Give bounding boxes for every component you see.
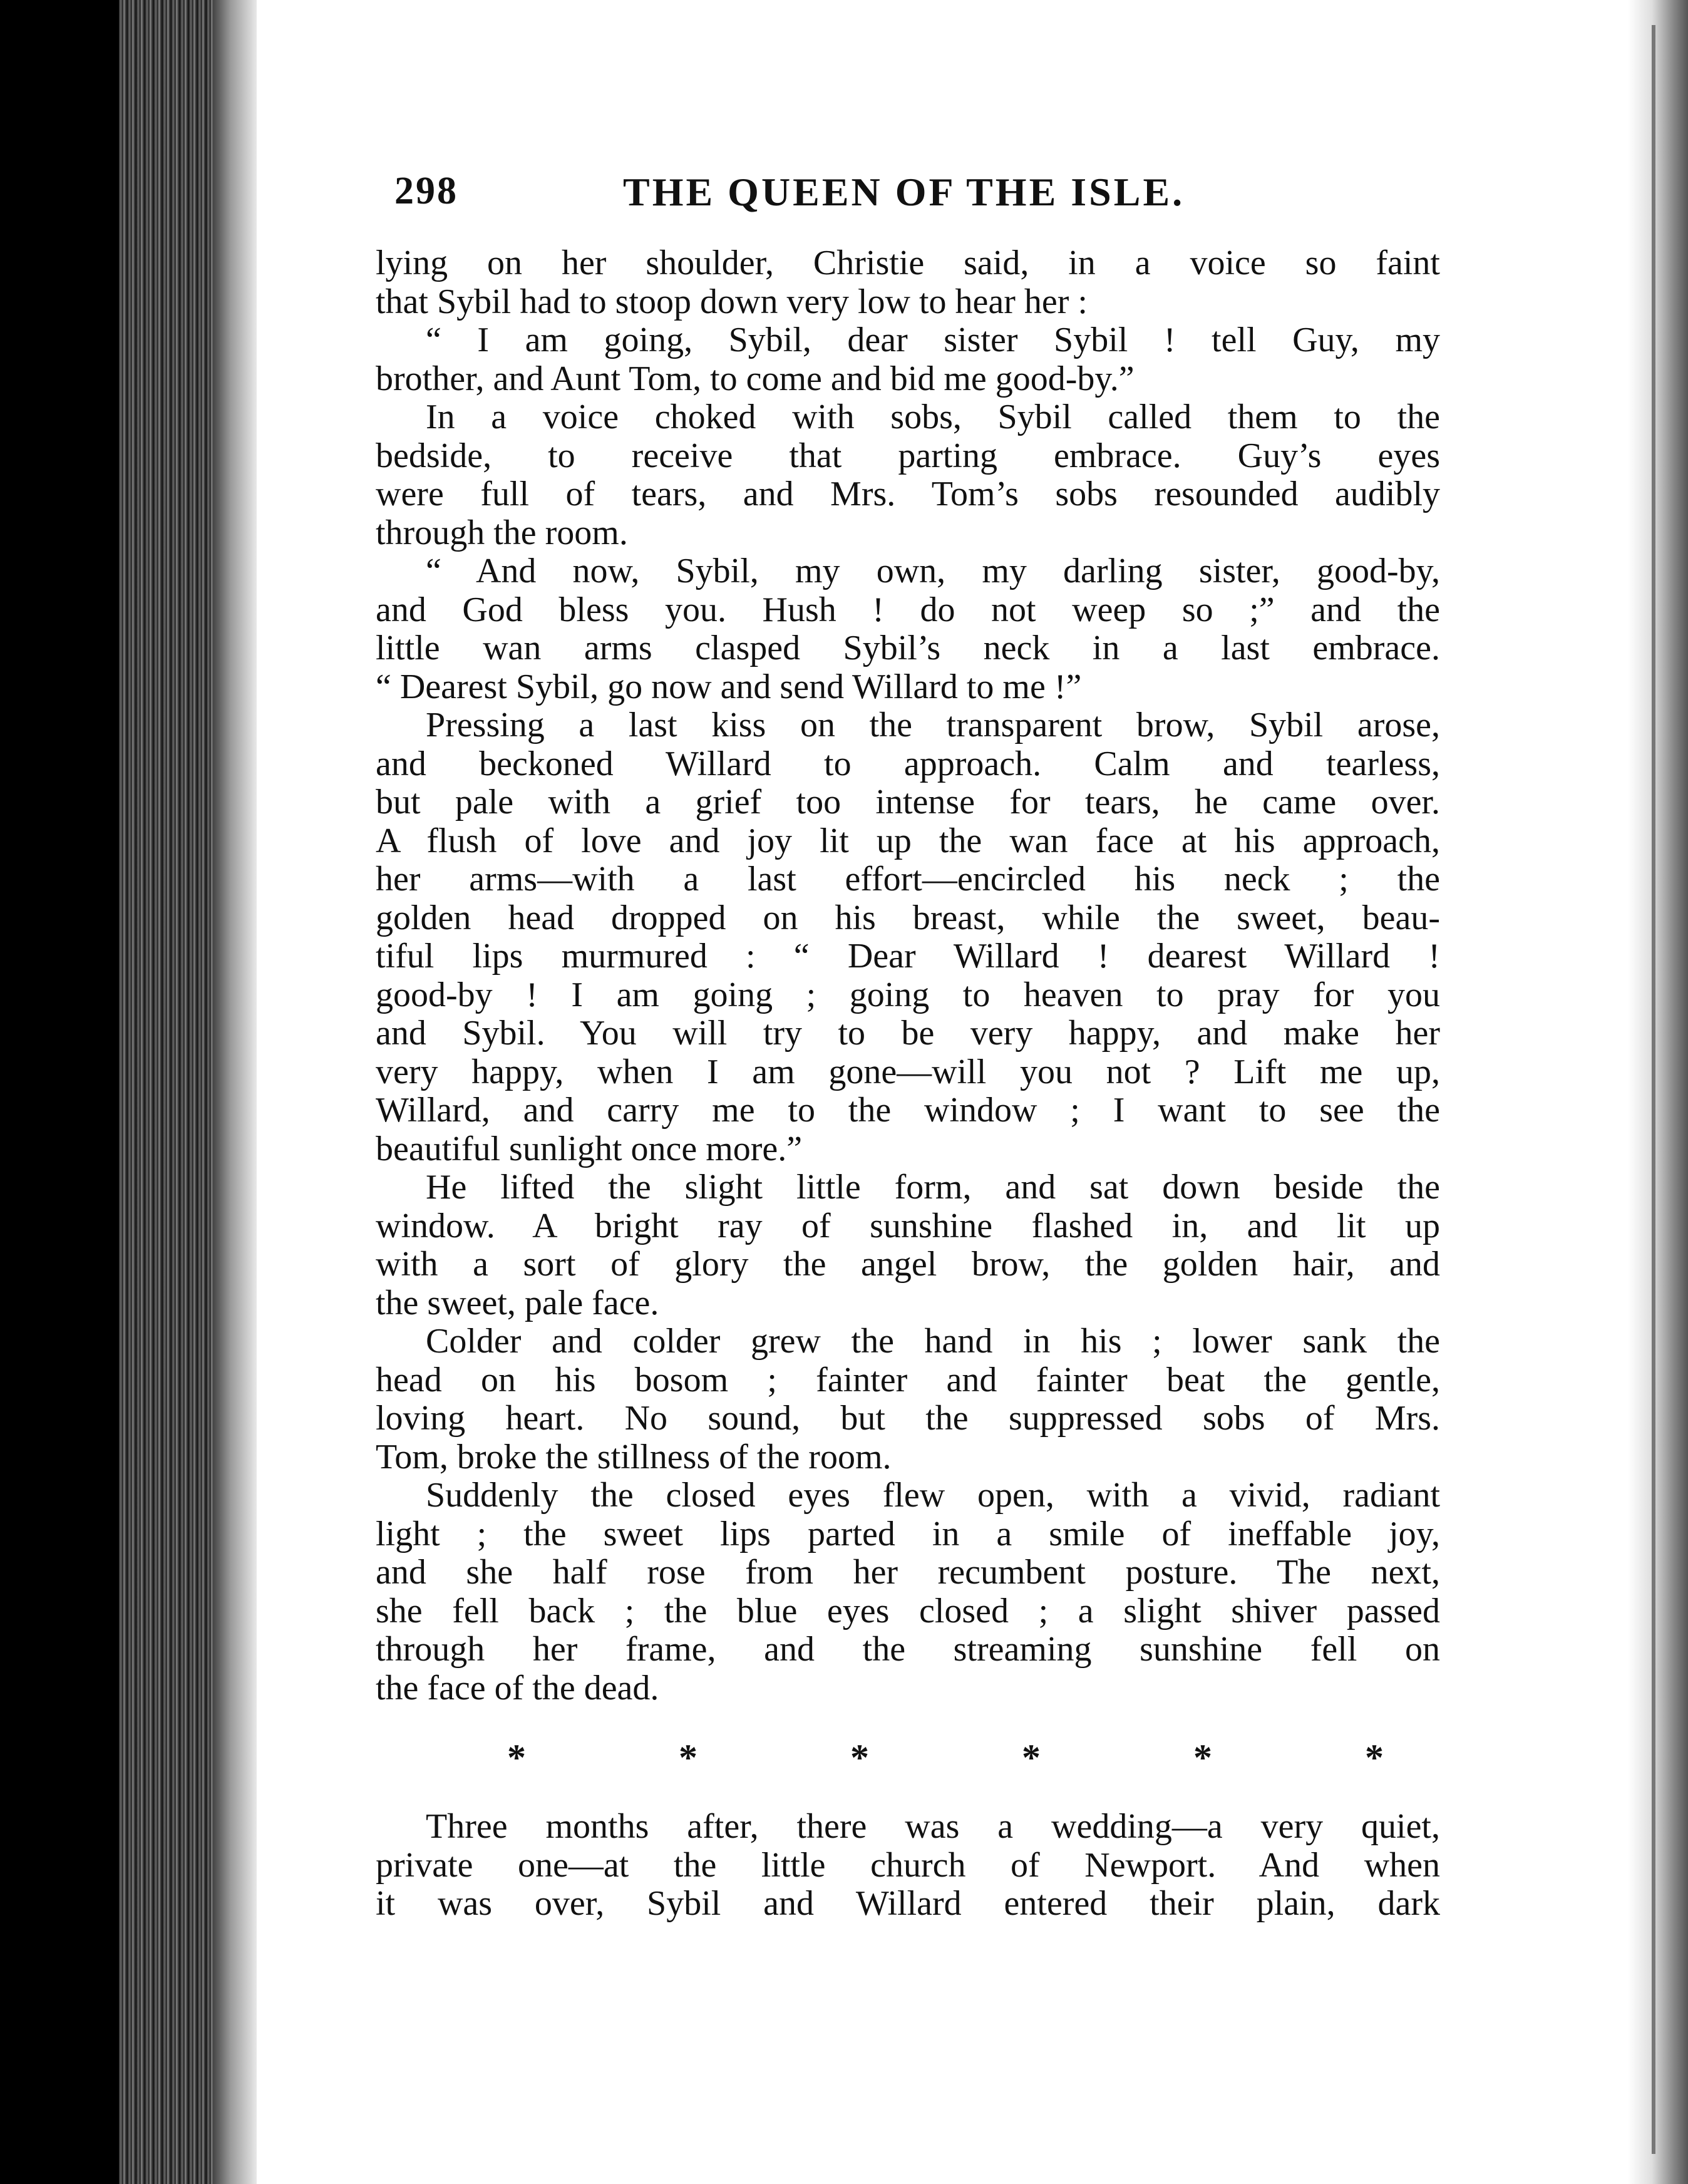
text-line: with a sort of glory the angel brow, the golden hair, and (376, 1245, 1440, 1284)
running-title: THE QUEEN OF THE ISLE. (623, 170, 1185, 214)
text-line: In a voice choked with sobs, Sybil called them to the (426, 398, 1440, 436)
text-line: Three months after, there was a wedding—a very quiet, (426, 1807, 1440, 1846)
book-page (376, 157, 1440, 1923)
text-line: through her frame, and the streaming sunshine fell on (376, 1630, 1440, 1669)
text-line: it was over, Sybil and Willard entered their plain, dark (376, 1884, 1440, 1923)
text-line: very happy, when I am gone—will you not ? Lift me up, (376, 1052, 1440, 1091)
gutter-shadow (213, 0, 257, 2184)
page-number: 298 (394, 170, 458, 212)
page-header (376, 157, 1440, 232)
text-line: lying on her shoulder, Christie said, in a voice so faint (376, 244, 1440, 282)
separator-star: * (1022, 1736, 1041, 1778)
text-line: she fell back ; the blue eyes closed ; a slight shiver passed (376, 1591, 1440, 1630)
text-line: Suddenly the closed eyes flew open, with a vivid, radiant (426, 1476, 1440, 1515)
text-line: and she half rose from her recumbent posture. The next, (376, 1553, 1440, 1592)
text-line: loving heart. No sound, but the suppressed sobs of Mrs. (376, 1399, 1440, 1438)
text-line: golden head dropped on his breast, while the sweet, beau- (376, 898, 1440, 937)
text-line: the sweet, pale face. (376, 1283, 659, 1322)
text-line: the face of the dead. (376, 1668, 659, 1708)
text-line: and Sybil. You will try to be very happy, and make her (376, 1014, 1440, 1053)
section-separator (376, 1733, 1440, 1783)
separator-star: * (1365, 1736, 1384, 1778)
text-line: Tom, broke the stillness of the room. (376, 1437, 892, 1476)
separator-star: * (1193, 1736, 1212, 1778)
separator-star: * (679, 1736, 697, 1778)
text-line: little wan arms clasped Sybil’s neck in a last embrace. (376, 629, 1440, 667)
text-line: light ; the sweet lips parted in a smile of ineffable joy, (376, 1514, 1440, 1553)
text-line: private one—at the little church of Newport. And when (376, 1845, 1440, 1885)
text-line: “ And now, Sybil, my own, my darling sister, good-by, (426, 552, 1440, 590)
right-page-edge (1652, 25, 1655, 2154)
text-line: brother, and Aunt Tom, to come and bid me good-by.” (376, 359, 1135, 398)
text-line: tiful lips murmured : “ Dear Willard ! dearest Willard ! (376, 937, 1440, 976)
text-line: beautiful sunlight once more.” (376, 1129, 803, 1168)
text-line: window. A bright ray of sunshine flashed in, and lit up (376, 1206, 1440, 1245)
page-body (376, 244, 1440, 1924)
text-line: Colder and colder grew the hand in his ; lower sank the (426, 1322, 1440, 1361)
right-gutter (1628, 0, 1688, 2184)
text-line: head on his bosom ; fainter and fainter beat the gentle, (376, 1360, 1440, 1399)
text-line: “ I am going, Sybil, dear sister Sybil ! tell Guy, my (426, 321, 1440, 359)
text-line: bedside, to receive that parting embrace. Guy’s eyes (376, 436, 1440, 475)
separator-star: * (507, 1736, 526, 1778)
text-line: A flush of love and joy lit up the wan face at his approach, (376, 821, 1440, 860)
separator-star: * (850, 1736, 869, 1778)
text-line: and God bless you. Hush ! do not weep so ;” and the (376, 590, 1440, 629)
text-line: her arms—with a last effort—encircled his neck ; the (376, 860, 1440, 899)
text-line: Pressing a last kiss on the transparent brow, Sybil arose, (426, 706, 1440, 744)
text-line: were full of tears, and Mrs. Tom’s sobs resounded audibly (376, 475, 1440, 513)
text-line: through the room. (376, 513, 628, 552)
text-line: good-by ! I am going ; going to heaven to pray for you (376, 975, 1440, 1014)
text-line: Willard, and carry me to the window ; I want to see the (376, 1091, 1440, 1130)
text-line: “ Dearest Sybil, go now and send Willard to me !” (376, 667, 1082, 706)
text-line: that Sybil had to stoop down very low to hear her : (376, 282, 1088, 321)
text-line: and beckoned Willard to approach. Calm and tearless, (376, 744, 1440, 783)
text-line: but pale with a grief too intense for tears, he came over. (376, 783, 1440, 822)
text-line: He lifted the slight little form, and sat down beside the (426, 1168, 1440, 1207)
